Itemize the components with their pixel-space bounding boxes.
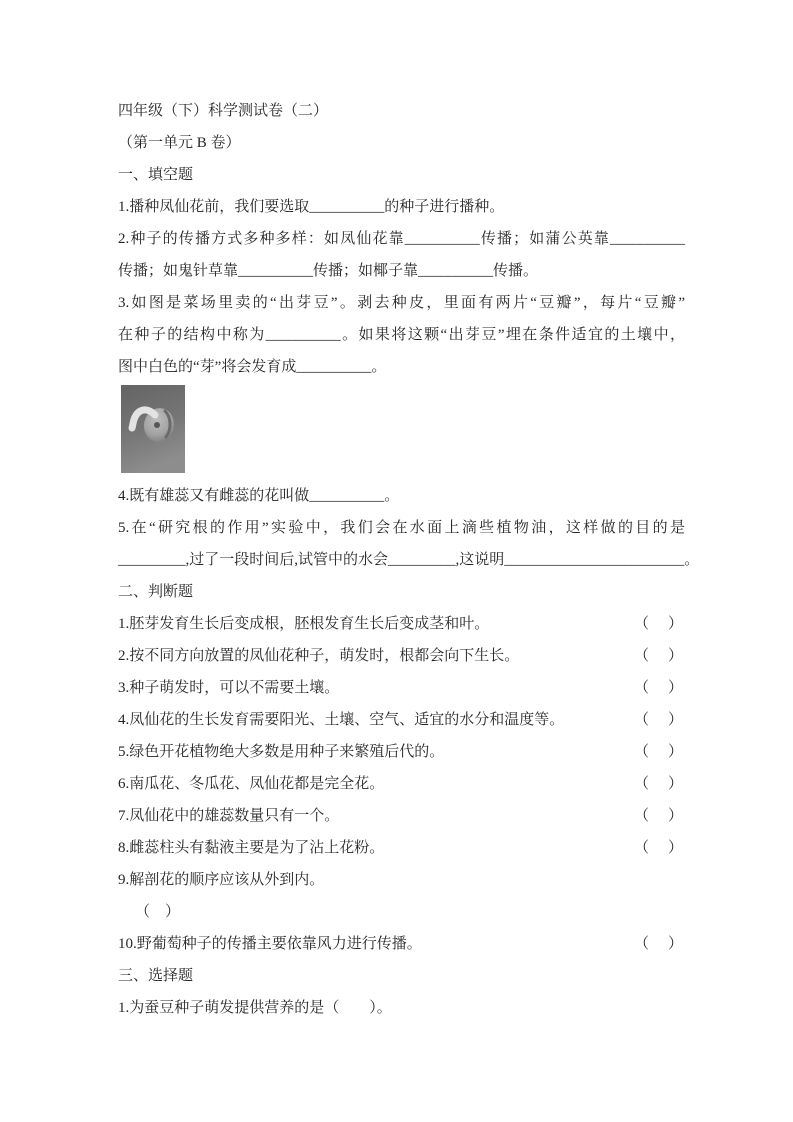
judge-item-text: 5.绿色开花植物绝大多数是用种子来繁殖后代的。 (118, 744, 445, 760)
judge-item-4 (118, 704, 685, 736)
judge-item-9: 9.解剖花的顺序应该从外到内。 (118, 872, 325, 888)
answer-bracket[interactable]: （ ） (633, 648, 685, 664)
judge-item-text: 3.种子萌发时，可以不需要土壤。 (118, 680, 340, 696)
fill-question-1[interactable]: 1.播种凤仙花前，我们要选取__________的种子进行播种。 (118, 199, 505, 215)
judge-item-7 (118, 800, 685, 832)
answer-bracket[interactable]: （ ） (633, 616, 685, 632)
answer-bracket[interactable]: （ ） (633, 744, 685, 760)
judge-item-9-answer-bracket[interactable]: （ ） (135, 904, 181, 920)
page-subtitle: （第一单元 B 卷） (118, 135, 241, 151)
judge-item-10 (118, 928, 685, 960)
judge-item-text: 8.雌蕊柱头有黏液主要是为了沾上花粉。 (118, 840, 385, 856)
fill-question-4[interactable]: 4.既有雄蕊又有雌蕊的花叫做__________。 (118, 488, 400, 504)
judge-item-3 (118, 672, 685, 704)
fill-question-5-line-1: 5.在“研究根的作用”实验中，我们会在水面上滴些植物油，这样做的目的是 (118, 520, 685, 536)
section-heading-judge: 二、判断题 (118, 584, 194, 600)
fill-question-2-line-2[interactable]: 传播；如鬼针草靠__________传播；如椰子靠__________传播。 (118, 263, 539, 279)
answer-bracket[interactable]: （ ） (633, 840, 685, 856)
section-heading-choice: 三、选择题 (118, 968, 194, 984)
judge-item-2 (118, 640, 685, 672)
judge-item-text: 10.野葡萄种子的传播主要依靠风力进行传播。 (118, 936, 422, 952)
answer-bracket[interactable]: （ ） (633, 712, 685, 728)
judge-item-text: 1.胚芽发育生长后变成根，胚根发育生长后变成茎和叶。 (118, 616, 490, 632)
fill-question-2-line-1[interactable]: 2.种子的传播方式多种多样：如凤仙花靠__________传播；如蒲公英靠__________ (118, 231, 685, 247)
answer-bracket[interactable]: （ ） (633, 680, 685, 696)
judge-item-text: 6.南瓜花、冬瓜花、凤仙花都是完全花。 (118, 776, 385, 792)
judge-item-text: 4.凤仙花的生长发育需要阳光、土壤、空气、适宜的水分和温度等。 (118, 712, 565, 728)
choice-question-1[interactable]: 1.为蚕豆种子萌发提供营养的是（ ）。 (118, 1000, 392, 1016)
judge-item-1 (118, 608, 685, 640)
page-title: 四年级（下）科学测试卷（二） (118, 103, 329, 119)
judge-item-8 (118, 832, 685, 864)
fill-question-3-line-1: 3.如图是菜场里卖的“出芽豆”。剥去种皮，里面有两片“豆瓣”，每片“豆瓣” (118, 295, 685, 311)
judge-item-5 (118, 736, 685, 768)
fill-question-3-line-3[interactable]: 图中白色的“芽”将会发育成__________。 (118, 359, 387, 375)
judge-item-6 (118, 768, 685, 800)
answer-bracket[interactable]: （ ） (633, 776, 685, 792)
section-heading-fill: 一、填空题 (118, 167, 194, 183)
judge-item-text: 2.按不同方向放置的凤仙花种子，萌发时，根都会向下生长。 (118, 648, 520, 664)
judge-item-text: 7.凤仙花中的雄蕊数量只有一个。 (118, 808, 340, 824)
fill-question-5-line-2[interactable]: _________,过了一段时间后,试管中的水会_________,这说明________________________。 (118, 552, 700, 568)
answer-bracket[interactable]: （ ） (633, 808, 685, 824)
fill-question-3-line-2[interactable]: 在种子的结构中称为__________。如果将这颗“出芽豆”埋在条件适宜的土壤中， (118, 327, 685, 343)
sprouting-bean-photo (121, 385, 185, 473)
answer-bracket[interactable]: （ ） (633, 936, 685, 952)
